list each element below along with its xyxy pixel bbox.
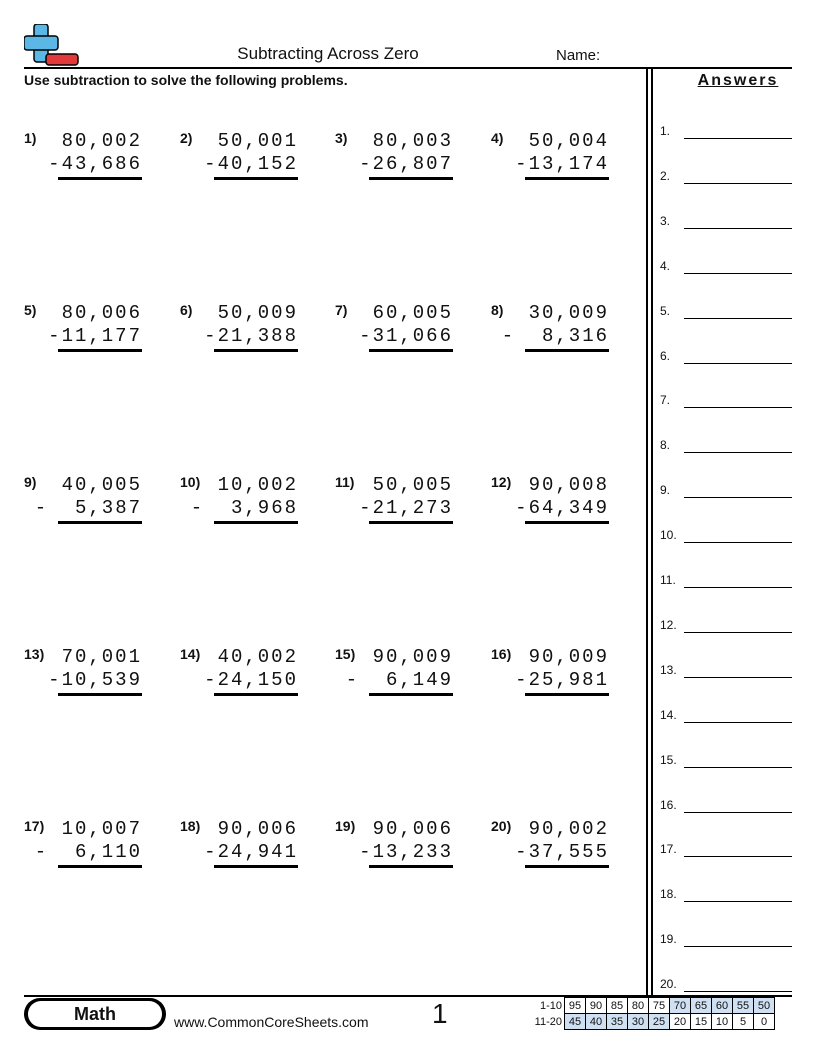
- minuend: 90,006: [372, 818, 453, 840]
- minuend: 80,006: [61, 302, 142, 324]
- answer-line[interactable]: [684, 722, 792, 723]
- score-cell: 85: [607, 998, 628, 1014]
- answer-line[interactable]: [684, 318, 792, 319]
- answer-bar: [525, 521, 609, 524]
- answer-slot[interactable]: [660, 393, 792, 413]
- problem: [180, 130, 310, 190]
- answer-number: 11.: [660, 573, 676, 587]
- score-row: [528, 1014, 775, 1030]
- minuend: 90,009: [372, 646, 453, 668]
- minuend: 50,004: [528, 130, 609, 152]
- problem: [180, 818, 310, 878]
- answer-line[interactable]: [684, 497, 792, 498]
- problem: [491, 130, 621, 190]
- subtrahend: - 6,110: [34, 841, 142, 863]
- answer-bar: [525, 693, 609, 696]
- answer-line[interactable]: [684, 228, 792, 229]
- problem-number: 10): [180, 474, 201, 490]
- answer-bar: [58, 693, 142, 696]
- answer-bar: [369, 521, 453, 524]
- answer-slot[interactable]: [660, 438, 792, 458]
- answer-line[interactable]: [684, 407, 792, 408]
- problem-number: 8): [491, 302, 504, 318]
- answers-title: Answers: [697, 72, 779, 89]
- answer-slot[interactable]: [660, 798, 792, 818]
- score-cell: 50: [754, 998, 775, 1014]
- answer-line[interactable]: [684, 767, 792, 768]
- minuend: 50,005: [372, 474, 453, 496]
- answer-number: 20.: [660, 977, 677, 992]
- score-row: [528, 998, 775, 1014]
- answer-slot[interactable]: [660, 887, 792, 907]
- subtrahend: -31,066: [359, 325, 453, 347]
- answer-slot[interactable]: [660, 618, 792, 638]
- problem-number: 5): [24, 302, 37, 318]
- subtrahend: -21,273: [359, 497, 453, 519]
- answer-slot[interactable]: [660, 663, 792, 683]
- answer-column-divider: [646, 68, 653, 996]
- minuend: 50,009: [217, 302, 298, 324]
- subtrahend: -13,233: [359, 841, 453, 863]
- answer-line[interactable]: [684, 677, 792, 678]
- subtrahend: -21,388: [204, 325, 298, 347]
- subtrahend: -25,981: [515, 669, 609, 691]
- subtrahend: -37,555: [515, 841, 609, 863]
- answer-slot[interactable]: [660, 304, 792, 324]
- problem: [491, 646, 621, 706]
- answer-number: 7.: [660, 393, 671, 408]
- answer-bar: [525, 177, 609, 180]
- subtrahend: -11,177: [48, 325, 142, 347]
- problem: [24, 818, 154, 878]
- answer-number: 15.: [660, 752, 677, 767]
- score-cell: 5: [733, 1014, 754, 1030]
- subtrahend: - 5,387: [34, 497, 142, 519]
- problem: [491, 818, 621, 878]
- problem-number: 18): [180, 818, 201, 834]
- answer-line[interactable]: [684, 901, 792, 902]
- problem-number: 4): [491, 130, 504, 146]
- problem-number: 6): [180, 302, 193, 318]
- problem: [335, 474, 465, 534]
- answer-slot[interactable]: [660, 214, 792, 234]
- answer-number: 4.: [660, 258, 671, 273]
- score-cell: 60: [712, 998, 733, 1014]
- answer-line[interactable]: [684, 632, 792, 633]
- answer-number: 3.: [660, 213, 671, 228]
- answer-number: 17.: [660, 842, 677, 857]
- answer-number: 2.: [660, 168, 671, 183]
- answer-number: 18.: [660, 887, 677, 902]
- subtrahend: - 8,316: [501, 325, 609, 347]
- score-cell: 95: [565, 998, 586, 1014]
- answer-number: 9.: [660, 483, 671, 498]
- minuend: 90,008: [528, 474, 609, 496]
- score-cell: 0: [754, 1014, 775, 1030]
- answer-bar: [214, 521, 298, 524]
- score-range-label: 11-20: [534, 1015, 562, 1028]
- answer-slot[interactable]: [660, 349, 792, 369]
- answer-bar: [214, 693, 298, 696]
- subtrahend: -43,686: [48, 153, 142, 175]
- score-cell: 70: [670, 998, 691, 1014]
- problem-number: 11): [335, 474, 355, 490]
- subtrahend: -64,349: [515, 497, 609, 519]
- subtrahend: -40,152: [204, 153, 298, 175]
- answer-line[interactable]: [684, 452, 792, 453]
- answer-slot[interactable]: [660, 708, 792, 728]
- subject-label: Math: [28, 1001, 162, 1027]
- subtrahend: - 3,968: [190, 497, 298, 519]
- minuend: 40,005: [61, 474, 142, 496]
- answer-number: 1.: [660, 124, 671, 138]
- instructions: Use subtraction to solve the following problems.: [24, 72, 348, 88]
- answer-bar: [58, 521, 142, 524]
- problem: [491, 474, 621, 534]
- problem: [335, 302, 465, 362]
- problem-number: 1): [24, 130, 37, 146]
- problem: [491, 302, 621, 362]
- score-cell: 80: [628, 998, 649, 1014]
- answer-bar: [58, 349, 142, 352]
- minuend: 90,002: [528, 818, 609, 840]
- problem-number: 17): [24, 818, 45, 834]
- answer-number: 8.: [660, 438, 671, 453]
- problem-number: 16): [491, 646, 512, 662]
- minuend: 30,009: [528, 302, 609, 324]
- answer-slot[interactable]: [660, 124, 792, 144]
- minuend: 80,003: [372, 130, 453, 152]
- problem: [24, 130, 154, 190]
- answer-line[interactable]: [684, 856, 792, 857]
- answer-number: 12.: [660, 617, 677, 632]
- answer-bar: [214, 349, 298, 352]
- answer-number: 6.: [660, 348, 671, 363]
- problem-number: 20): [491, 818, 512, 834]
- score-cell: 30: [628, 1014, 649, 1030]
- answer-number: 10.: [660, 528, 677, 543]
- problem: [180, 474, 310, 534]
- answer-slot[interactable]: [660, 483, 792, 503]
- minuend: 90,006: [217, 818, 298, 840]
- problem-number: 19): [335, 818, 356, 834]
- minuend: 10,007: [61, 818, 142, 840]
- problem: [24, 646, 154, 706]
- minuend: 90,009: [528, 646, 609, 668]
- score-cell: 90: [586, 998, 607, 1014]
- page-title: Subtracting Across Zero: [237, 44, 419, 63]
- problem: [335, 646, 465, 706]
- answer-bar: [369, 177, 453, 180]
- subtrahend: -24,941: [204, 841, 298, 863]
- subtrahend: -26,807: [359, 153, 453, 175]
- problem: [335, 818, 465, 878]
- page-number: 1: [432, 998, 448, 1029]
- minuend: 40,002: [217, 646, 298, 668]
- problem: [335, 130, 465, 190]
- problem-number: 15): [335, 646, 356, 662]
- score-cell: 25: [649, 1014, 670, 1030]
- answer-line[interactable]: [684, 587, 792, 588]
- score-cell: 35: [607, 1014, 628, 1030]
- answer-number: 5.: [660, 303, 671, 318]
- answer-number: 19.: [660, 932, 677, 947]
- answer-line[interactable]: [684, 138, 792, 139]
- subtrahend: -24,150: [204, 669, 298, 691]
- problem-number: 7): [335, 302, 348, 318]
- answer-slot[interactable]: [660, 169, 792, 189]
- answer-slot[interactable]: [660, 573, 792, 593]
- answer-bar: [369, 349, 453, 352]
- answer-line[interactable]: [684, 946, 792, 947]
- score-cell: 75: [649, 998, 670, 1014]
- answer-slot[interactable]: [660, 528, 792, 548]
- score-cell: 55: [733, 998, 754, 1014]
- answer-slot[interactable]: [660, 259, 792, 279]
- subtrahend: -13,174: [515, 153, 609, 175]
- score-cell: 40: [586, 1014, 607, 1030]
- site-url: www.CommonCoreSheets.com: [174, 1014, 369, 1030]
- answer-bar: [525, 349, 609, 352]
- answer-bar: [214, 177, 298, 180]
- name-label: Name:: [556, 47, 601, 64]
- answer-bar: [214, 865, 298, 868]
- problem: [180, 646, 310, 706]
- minuend: 50,001: [217, 130, 298, 152]
- problem-number: 3): [335, 130, 348, 146]
- score-cell: 10: [712, 1014, 733, 1030]
- score-table: [528, 997, 775, 1030]
- problem-number: 13): [24, 646, 45, 662]
- answer-line[interactable]: [684, 363, 792, 364]
- answer-line[interactable]: [684, 273, 792, 274]
- answer-line[interactable]: [684, 991, 792, 992]
- score-cell: 65: [691, 998, 712, 1014]
- answer-line[interactable]: [684, 183, 792, 184]
- score-cell: 45: [565, 1014, 586, 1030]
- answer-number: 16.: [660, 797, 677, 812]
- minuend: 60,005: [372, 302, 453, 324]
- score-cell: 20: [670, 1014, 691, 1030]
- minuend: 70,001: [61, 646, 142, 668]
- subtrahend: -10,539: [48, 669, 142, 691]
- problem-number: 9): [24, 474, 37, 490]
- header-rule: [24, 67, 792, 69]
- answer-slot[interactable]: [660, 932, 792, 952]
- problem-number: 14): [180, 646, 201, 662]
- subtrahend: - 6,149: [345, 669, 453, 691]
- problem: [180, 302, 310, 362]
- problem-number: 2): [180, 130, 193, 146]
- answer-number: 14.: [660, 707, 677, 722]
- answer-bar: [369, 865, 453, 868]
- answer-line[interactable]: [684, 812, 792, 813]
- minuend: 10,002: [217, 474, 298, 496]
- minuend: 80,002: [61, 130, 142, 152]
- answer-bar: [525, 865, 609, 868]
- score-range-label: 1-10: [539, 999, 562, 1012]
- problem-number: 12): [491, 474, 512, 490]
- answer-slot[interactable]: [660, 753, 792, 773]
- answer-bar: [58, 865, 142, 868]
- answer-bar: [58, 177, 142, 180]
- problem: [24, 474, 154, 534]
- answer-slot[interactable]: [660, 842, 792, 862]
- problem: [24, 302, 154, 362]
- answer-bar: [369, 693, 453, 696]
- score-cell: 15: [691, 1014, 712, 1030]
- answer-line[interactable]: [684, 542, 792, 543]
- answer-number: 13.: [660, 662, 677, 677]
